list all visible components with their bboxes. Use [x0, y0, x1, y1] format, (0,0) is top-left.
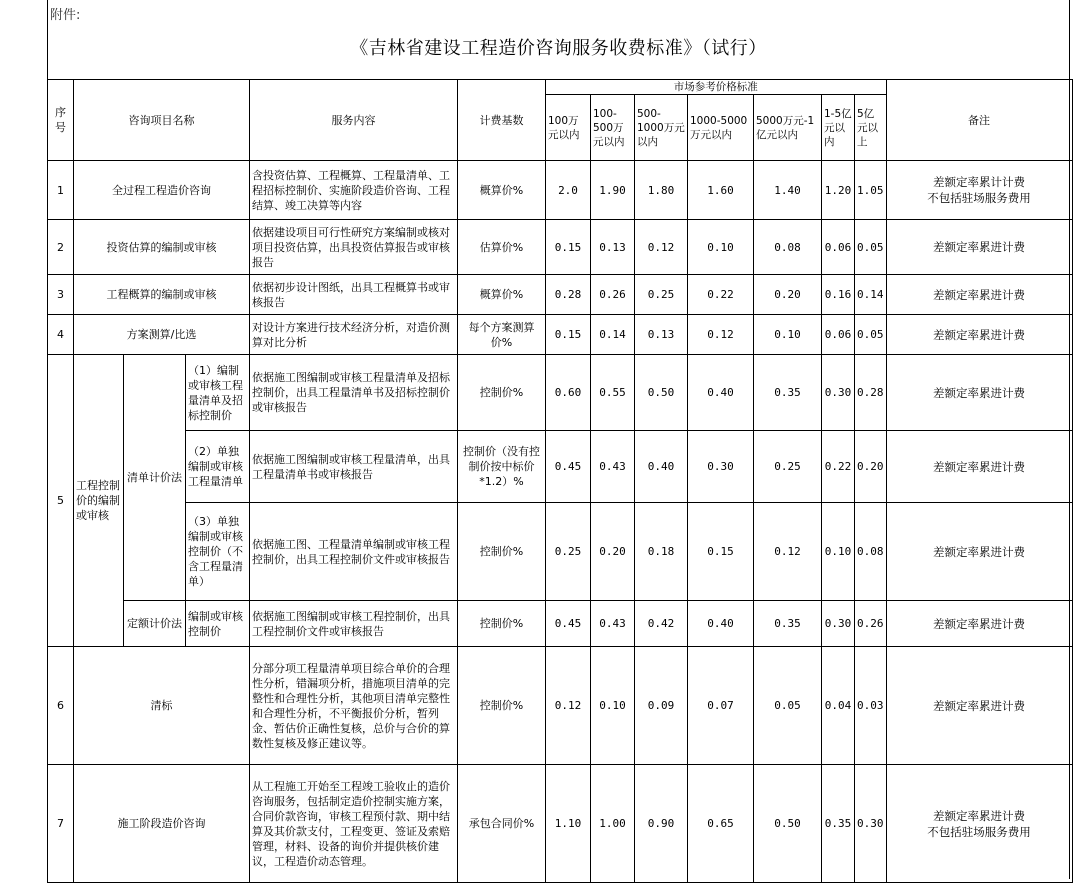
row-item: （1）编制或审核工程量清单及招标控制价 — [186, 355, 250, 431]
row-basis: 控制价% — [458, 601, 546, 647]
header-row — [48, 80, 1073, 95]
header-bracket: 1000-5000万元以内 — [688, 95, 754, 161]
attachment-label: 附件: — [50, 8, 81, 23]
row-value: 0.03 — [855, 647, 887, 765]
row-remark: 差额定率累进计费 — [886, 315, 1072, 355]
row-value: 0.15 — [546, 315, 591, 355]
row-value: 0.35 — [754, 601, 822, 647]
header-content: 服务内容 — [250, 80, 458, 161]
group-name: 工程控制价的编制或审核 — [74, 355, 124, 647]
row-value: 0.04 — [822, 647, 855, 765]
row-seq: 5 — [48, 355, 74, 647]
row-value: 0.90 — [635, 765, 688, 883]
remark-line: 差额定率累进计费 — [933, 808, 1025, 823]
table-row — [48, 220, 1073, 275]
row-value: 0.40 — [688, 355, 754, 431]
row-value: 0.20 — [754, 275, 822, 315]
row-value: 0.06 — [822, 220, 855, 275]
subgroup-qd: 清单计价法 — [124, 355, 186, 601]
row-value: 1.90 — [591, 161, 635, 220]
row-value: 0.15 — [546, 220, 591, 275]
row-value: 1.80 — [635, 161, 688, 220]
row-remark: 差额定率累进计费 — [886, 503, 1072, 601]
row-value: 0.28 — [855, 355, 887, 431]
row-seq: 3 — [48, 275, 74, 315]
header-bracket: 5000万元-1亿元以内 — [754, 95, 822, 161]
row-seq: 1 — [48, 161, 74, 220]
row-content: 依据施工图、工程量清单编制或审核工程控制价，出具工程控制价文件或审核报告 — [250, 503, 458, 601]
row-basis: 控制价% — [458, 355, 546, 431]
row-content: 依据施工图编制或审核工程控制价，出具工程控制价文件或审核报告 — [250, 601, 458, 647]
row-value: 0.25 — [635, 275, 688, 315]
table-row — [48, 355, 1073, 431]
row-value: 0.30 — [822, 355, 855, 431]
row-value: 0.15 — [688, 503, 754, 601]
row-value: 2.0 — [546, 161, 591, 220]
row-value: 0.10 — [591, 647, 635, 765]
row-value: 0.42 — [635, 601, 688, 647]
header-market-group: 市场参考价格标准 — [546, 80, 887, 95]
row-value: 0.30 — [855, 765, 887, 883]
row-content: 依据施工图编制或审核工程量清单及招标控制价，出具工程量清单书及招标控制价或审核报告 — [250, 355, 458, 431]
document-title: 《吉林省建设工程造价咨询服务收费标准》（试行） — [350, 38, 767, 59]
row-value: 0.07 — [688, 647, 754, 765]
row-seq: 6 — [48, 647, 74, 765]
row-name: 施工阶段造价咨询 — [74, 765, 250, 883]
row-basis: 控制价% — [458, 503, 546, 601]
header-basis: 计费基数 — [458, 80, 546, 161]
row-value: 0.35 — [822, 765, 855, 883]
row-value: 1.10 — [546, 765, 591, 883]
row-value: 0.13 — [591, 220, 635, 275]
row-value: 0.09 — [635, 647, 688, 765]
row-value: 0.40 — [688, 601, 754, 647]
row-value: 0.22 — [688, 275, 754, 315]
header-name: 咨询项目名称 — [74, 80, 250, 161]
row-value: 0.26 — [591, 275, 635, 315]
row-value: 0.45 — [546, 601, 591, 647]
row-item: 编制或审核控制价 — [186, 601, 250, 647]
row-value: 1.20 — [822, 161, 855, 220]
table-row — [48, 315, 1073, 355]
row-value: 0.20 — [855, 431, 887, 503]
row-value: 0.12 — [754, 503, 822, 601]
row-seq: 2 — [48, 220, 74, 275]
row-value: 0.20 — [591, 503, 635, 601]
row-value: 0.05 — [754, 647, 822, 765]
row-content: 从工程施工开始至工程竣工验收止的造价咨询服务，包括制定造价控制实施方案，合同价款咨询，审核工程预付款、期中结算及其价款支付，工程变更、签证及索赔管理，材料、设备的询价并提供核价建议，工程造价动态管理。 — [250, 765, 458, 883]
row-value: 0.12 — [635, 220, 688, 275]
row-value: 0.40 — [635, 431, 688, 503]
row-basis: 控制价（没有控制价按中标价*1.2）% — [458, 431, 546, 503]
row-value: 0.14 — [855, 275, 887, 315]
row-value: 0.10 — [822, 503, 855, 601]
row-remark: 差额定率累进计费 — [886, 601, 1072, 647]
row-content: 含投资估算、工程概算、工程量清单、工程招标控制价、实施阶段造价咨询、工程结算、竣工决算等内容 — [250, 161, 458, 220]
row-value: 0.50 — [635, 355, 688, 431]
row-remark: 差额定率累进计费 — [886, 220, 1072, 275]
row-value: 0.13 — [635, 315, 688, 355]
row-value: 0.30 — [688, 431, 754, 503]
row-value: 0.50 — [754, 765, 822, 883]
table-row — [48, 601, 1073, 647]
row-basis: 概算价% — [458, 275, 546, 315]
header-remark: 备注 — [886, 80, 1072, 161]
row-seq: 4 — [48, 315, 74, 355]
row-value: 1.40 — [754, 161, 822, 220]
table-row — [48, 275, 1073, 315]
row-basis: 每个方案测算价% — [458, 315, 546, 355]
row-name: 投资估算的编制或审核 — [74, 220, 250, 275]
row-basis: 承包合同价% — [458, 765, 546, 883]
row-value: 0.12 — [546, 647, 591, 765]
table-row — [48, 431, 1073, 503]
row-content: 依据初步设计图纸，出具工程概算书或审核报告 — [250, 275, 458, 315]
row-item: （2）单独编制或审核工程量清单 — [186, 431, 250, 503]
row-remark: 差额定率累进计费 — [886, 355, 1072, 431]
row-value: 0.55 — [591, 355, 635, 431]
fee-standard-table — [47, 79, 1073, 883]
row-name: 清标 — [74, 647, 250, 765]
row-value: 0.05 — [855, 315, 887, 355]
row-value: 0.45 — [546, 431, 591, 503]
row-remark: 差额定率累进计费 — [886, 431, 1072, 503]
row-content: 依据建设项目可行性研究方案编制或核对项目投资估算，出具投资估算报告或审核报告 — [250, 220, 458, 275]
row-value: 0.26 — [855, 601, 887, 647]
row-basis: 估算价% — [458, 220, 546, 275]
row-remark — [886, 765, 1072, 883]
row-value: 0.10 — [688, 220, 754, 275]
remark-line: 差额定率累计计费 — [933, 175, 1025, 189]
row-value: 0.25 — [754, 431, 822, 503]
table-row — [48, 647, 1073, 765]
row-basis: 控制价% — [458, 647, 546, 765]
row-remark: 差额定率累进计费 — [886, 647, 1072, 765]
row-content: 依据施工图编制或审核工程量清单，出具工程量清单书或审核报告 — [250, 431, 458, 503]
row-value: 0.12 — [688, 315, 754, 355]
header-seq: 序号 — [48, 80, 74, 161]
row-item: （3）单独编制或审核控制价（不含工程量清单） — [186, 503, 250, 601]
remark-line: 不包括驻场服务费用 — [927, 824, 1031, 839]
header-bracket: 5亿元以上 — [855, 95, 887, 161]
row-content: 对设计方案进行技术经济分析，对造价测算对比分析 — [250, 315, 458, 355]
row-value: 0.22 — [822, 431, 855, 503]
row-value: 1.60 — [688, 161, 754, 220]
row-value: 0.35 — [754, 355, 822, 431]
row-value: 0.30 — [822, 601, 855, 647]
row-value: 0.18 — [635, 503, 688, 601]
header-bracket: 500-1000万元以内 — [635, 95, 688, 161]
table-row — [48, 503, 1073, 601]
header-bracket: 1-5亿元以内 — [822, 95, 855, 161]
table-row — [48, 765, 1073, 883]
row-value: 1.05 — [855, 161, 887, 220]
row-content: 分部分项工程量清单项目综合单价的合理性分析，错漏项分析，措施项目清单的完整性和合理性分析，其他项目清单完整性和合理性分析，不平衡报价分析，暂列金、暂估价正确性复核，总价与合价的算数性复核及修正建议等。 — [250, 647, 458, 765]
row-value: 0.43 — [591, 431, 635, 503]
header-bracket: 100-500万元以内 — [591, 95, 635, 161]
row-value: 0.16 — [822, 275, 855, 315]
row-seq: 7 — [48, 765, 74, 883]
row-value: 0.05 — [855, 220, 887, 275]
row-value: 0.08 — [855, 503, 887, 601]
row-value: 1.00 — [591, 765, 635, 883]
row-name: 全过程工程造价咨询 — [74, 161, 250, 220]
row-value: 0.60 — [546, 355, 591, 431]
row-name: 工程概算的编制或审核 — [74, 275, 250, 315]
row-value: 0.28 — [546, 275, 591, 315]
row-basis: 概算价% — [458, 161, 546, 220]
subgroup-de: 定额计价法 — [124, 601, 186, 647]
row-value: 0.25 — [546, 503, 591, 601]
row-name: 方案测算/比选 — [74, 315, 250, 355]
row-remark — [886, 161, 1072, 220]
row-value: 0.14 — [591, 315, 635, 355]
row-remark: 差额定率累进计费 — [886, 275, 1072, 315]
row-value: 0.65 — [688, 765, 754, 883]
row-value: 0.10 — [754, 315, 822, 355]
table-row — [48, 161, 1073, 220]
row-value: 0.06 — [822, 315, 855, 355]
row-value: 0.08 — [754, 220, 822, 275]
row-value: 0.43 — [591, 601, 635, 647]
remark-line: 不包括驻场服务费用 — [927, 191, 1031, 205]
header-bracket: 100万元以内 — [546, 95, 591, 161]
